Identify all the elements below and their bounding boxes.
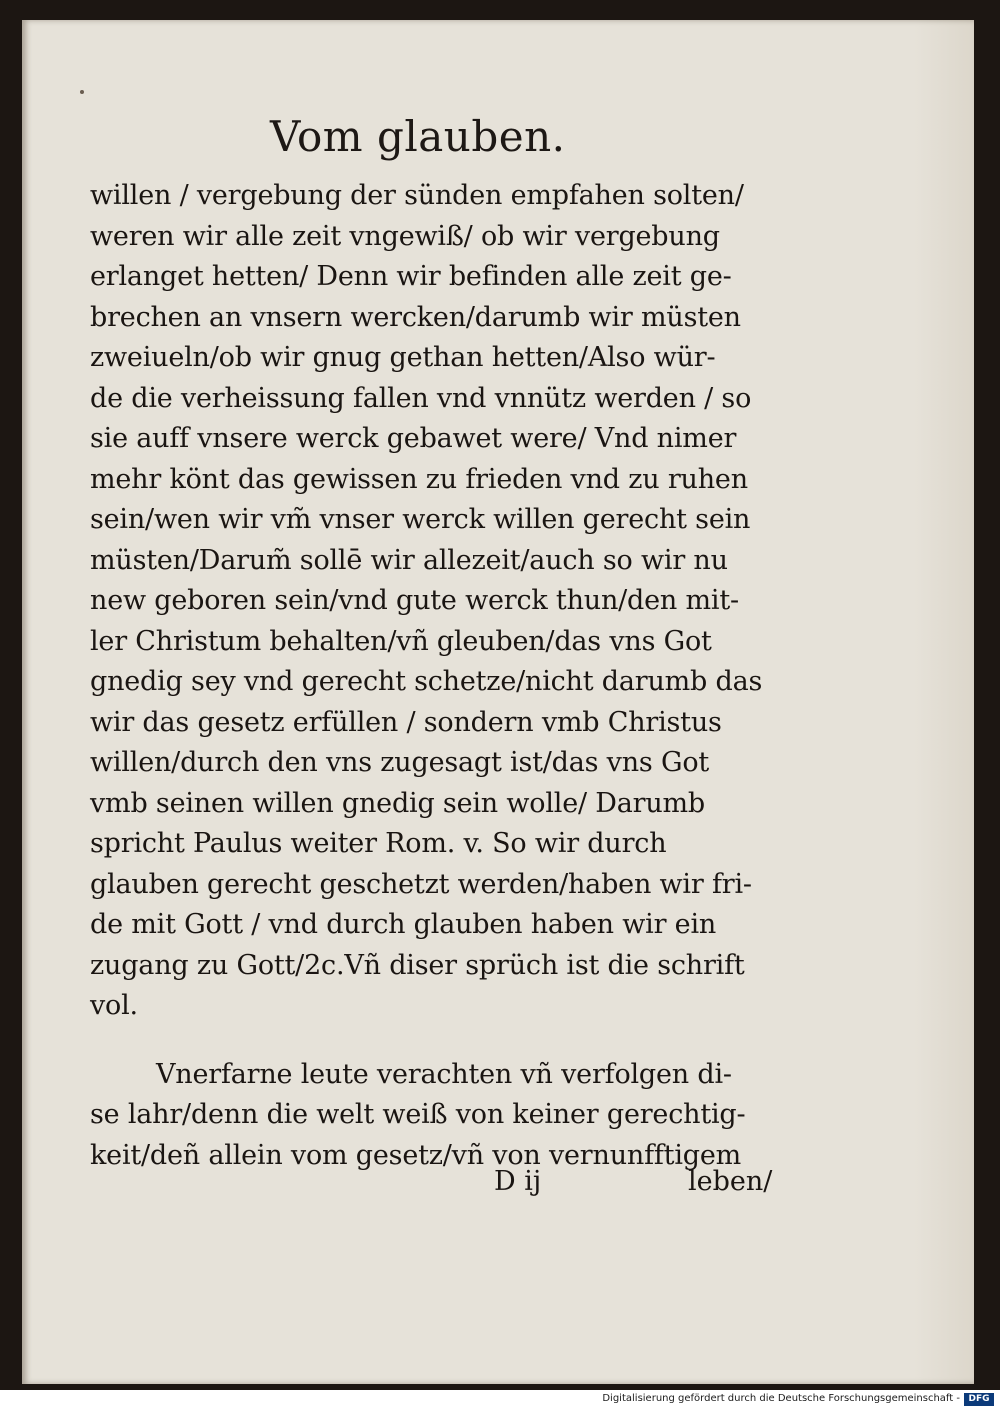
text-line: weren wir alle zeit vngewiß/ ob wir vergebung: [90, 220, 720, 252]
text-line: erlanget hetten/ Denn wir befinden alle zeit ge-: [90, 261, 732, 292]
text-line: de die verheissung fallen vnd vnnütz werden / so: [90, 382, 752, 414]
text-line: de mit Gott / vnd durch glauben haben wir ein: [90, 909, 717, 940]
text-line: se lahr/denn die welt weiß von keiner gerechtig-: [90, 1099, 746, 1130]
body-text: [90, 176, 790, 1176]
text-line: willen / vergebung der sünden empfahen solten/: [90, 180, 744, 211]
page-footer: [90, 1166, 790, 1206]
ink-speck: [80, 90, 84, 94]
text-line: glauben gerecht geschetzt werden/haben wir fri-: [90, 868, 752, 900]
text-line: zweiueln/ob wir gnug gethan hetten/Also wür-: [90, 342, 716, 373]
paragraph-gap: [90, 1027, 790, 1055]
running-head: Vom glauben.: [270, 112, 566, 161]
credit-bar: [0, 1390, 1000, 1410]
text-line: zugang zu Gott/2c.Vñ diser sprüch ist die schrift: [90, 949, 745, 981]
text-line: brechen an vnsern wercken/darumb wir müsten: [90, 301, 741, 333]
text-line: spricht Paulus weiter Rom. v. So wir durch: [90, 828, 667, 859]
text-line: vol.: [90, 990, 138, 1021]
funding-credit: Digitalisierung gefördert durch die Deutsche Forschungsgemeinschaft -: [602, 1393, 960, 1404]
signature-mark: D ij: [494, 1166, 542, 1197]
text-line: sein/wen wir vm̃ vnser werck willen gerecht sein: [90, 504, 751, 535]
text-line: wir das gesetz erfüllen / sondern vmb Christus: [90, 706, 722, 738]
dfg-logo: DFG: [964, 1393, 994, 1406]
text-line: ler Christum behalten/vñ gleuben/das vns Got: [90, 625, 712, 657]
text-line: müsten/Darum̃ sollē wir allezeit/auch so wir nu: [90, 544, 728, 576]
text-line: keit/deñ allein vom gesetz/vñ von vernunfftigem: [90, 1139, 742, 1171]
text-line: sie auff vnsere werck gebawet were/ Vnd nimer: [90, 423, 737, 454]
text-line: mehr könt das gewissen zu frieden vnd zu ruhen: [90, 463, 748, 495]
text-line: vmb seinen willen gnedig sein wolle/ Darumb: [90, 787, 705, 819]
book-page: [22, 20, 974, 1384]
text-line: Vnerfarne leute verachten vñ verfolgen di-: [156, 1058, 732, 1090]
catchword: leben/: [688, 1166, 773, 1197]
text-line: new geboren sein/vnd gute werck thun/den mit-: [90, 585, 739, 616]
text-line: willen/durch den vns zugesagt ist/das vns Got: [90, 747, 710, 778]
text-line: gnedig sey vnd gerecht schetze/nicht darumb das: [90, 666, 763, 697]
